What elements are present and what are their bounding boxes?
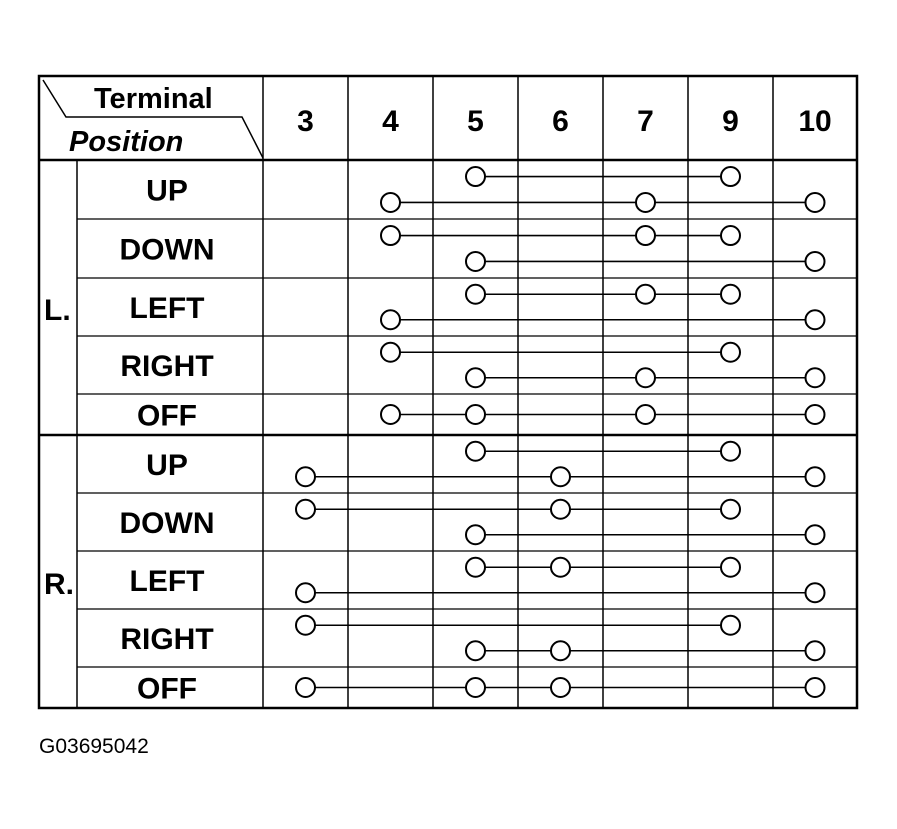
- row-dividers: [77, 219, 857, 667]
- figure-code: G03695042: [39, 735, 149, 758]
- continuity-wires: [306, 177, 816, 688]
- terminal-marker: [381, 310, 400, 329]
- terminal-header: 9: [722, 105, 739, 138]
- terminal-marker: [636, 193, 655, 212]
- terminal-marker: [466, 368, 485, 387]
- position-header-label: Position: [69, 126, 184, 158]
- terminal-marker: [466, 525, 485, 544]
- group-label-left: L.: [44, 294, 71, 327]
- terminal-header: 6: [552, 105, 569, 138]
- position-label: OFF: [137, 399, 197, 433]
- terminal-marker: [466, 442, 485, 461]
- terminal-markers: [296, 167, 825, 697]
- terminal-headers: [297, 105, 832, 138]
- terminal-marker: [381, 405, 400, 424]
- terminal-marker: [466, 678, 485, 697]
- position-label: LEFT: [129, 565, 205, 598]
- terminal-marker: [551, 678, 570, 697]
- terminal-marker: [381, 343, 400, 362]
- terminal-marker: [721, 226, 740, 245]
- terminal-marker: [466, 558, 485, 577]
- terminal-marker: [806, 467, 825, 486]
- terminal-marker: [636, 285, 655, 304]
- terminal-marker: [296, 500, 315, 519]
- terminal-marker: [551, 558, 570, 577]
- terminal-header: 7: [637, 105, 654, 138]
- terminal-marker: [551, 467, 570, 486]
- terminal-marker: [636, 405, 655, 424]
- terminal-header: 4: [382, 105, 399, 138]
- terminal-marker: [721, 285, 740, 304]
- terminal-column-dividers: [263, 76, 773, 708]
- terminal-header: 10: [798, 105, 832, 138]
- terminal-marker: [721, 500, 740, 519]
- terminal-marker: [381, 226, 400, 245]
- terminal-marker: [636, 226, 655, 245]
- position-labels: [120, 175, 215, 706]
- terminal-marker: [721, 343, 740, 362]
- terminal-marker: [466, 641, 485, 660]
- terminal-marker: [466, 405, 485, 424]
- terminal-header: 5: [467, 105, 484, 138]
- terminal-marker: [806, 583, 825, 602]
- terminal-marker: [551, 641, 570, 660]
- position-label: DOWN: [119, 507, 215, 540]
- terminal-marker: [466, 167, 485, 186]
- terminal-marker: [721, 167, 740, 186]
- terminal-marker: [806, 310, 825, 329]
- terminal-marker: [296, 467, 315, 486]
- position-label: LEFT: [129, 292, 205, 325]
- terminal-marker: [806, 678, 825, 697]
- terminal-marker: [806, 252, 825, 271]
- position-label: UP: [146, 449, 188, 482]
- terminal-marker: [381, 193, 400, 212]
- terminal-marker: [806, 193, 825, 212]
- position-label: DOWN: [119, 233, 215, 267]
- terminal-marker: [806, 641, 825, 660]
- group-label-right: R.: [44, 568, 74, 601]
- terminal-marker: [466, 285, 485, 304]
- terminal-marker: [296, 616, 315, 635]
- terminal-marker: [721, 442, 740, 461]
- terminal-marker: [806, 368, 825, 387]
- terminal-marker: [466, 252, 485, 271]
- terminal-marker: [806, 525, 825, 544]
- terminal-header-label: Terminal: [94, 83, 213, 115]
- terminal-marker: [551, 500, 570, 519]
- position-label: UP: [146, 174, 188, 208]
- terminal-marker: [806, 405, 825, 424]
- terminal-marker: [721, 616, 740, 635]
- terminal-marker: [296, 583, 315, 602]
- terminal-marker: [296, 678, 315, 697]
- terminal-header: 3: [297, 105, 314, 138]
- terminal-marker: [721, 558, 740, 577]
- terminal-marker: [636, 368, 655, 387]
- position-label: RIGHT: [120, 350, 214, 383]
- position-label: OFF: [137, 672, 197, 706]
- position-label: RIGHT: [120, 623, 214, 656]
